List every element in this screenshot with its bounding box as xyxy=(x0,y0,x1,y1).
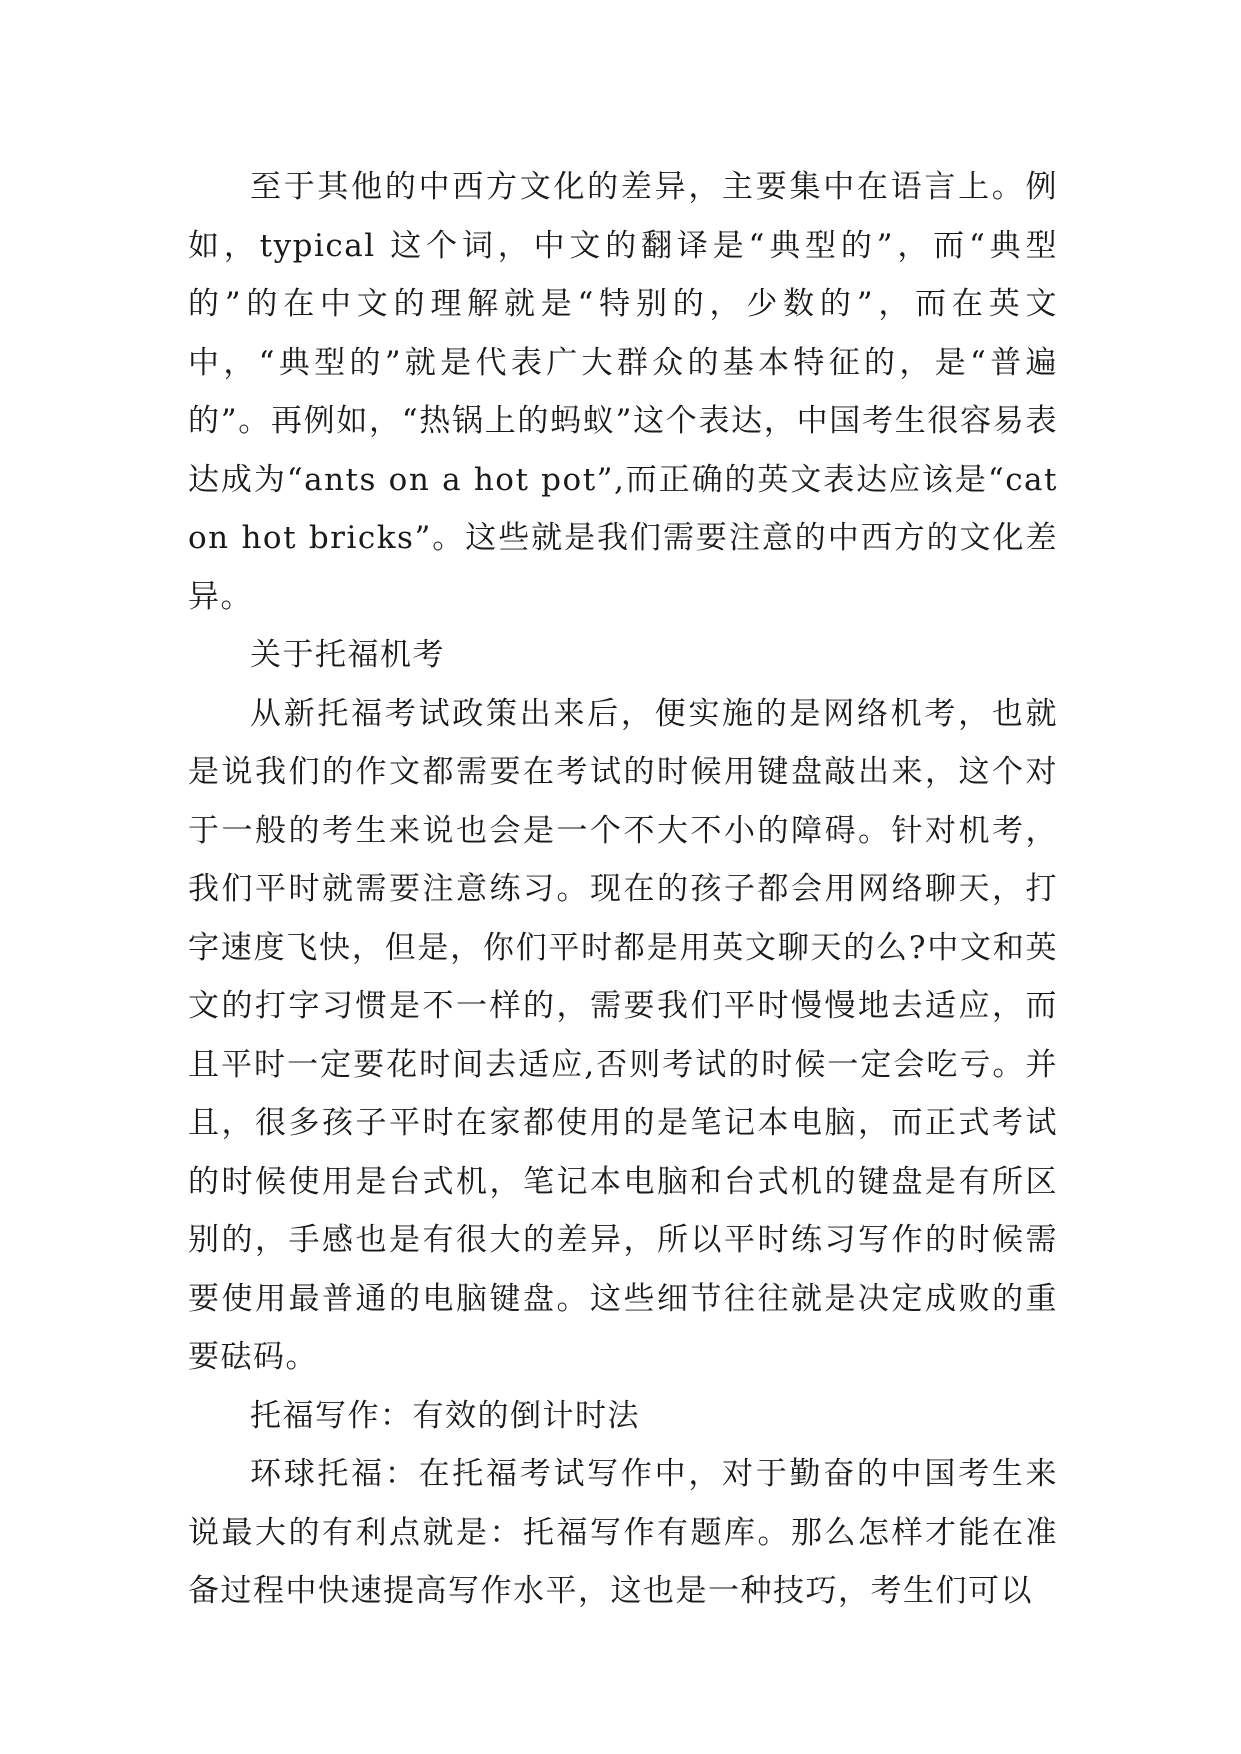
paragraph-question-bank: 环球托福：在托福考试写作中，对于勤奋的中国考生来说最大的有利点就是：托福写作有题库。那么怎样才能在准备过程中快速提高写作水平，这也是一种技巧，考生们可以 xyxy=(188,1456,1058,1609)
document-body xyxy=(188,158,1058,1621)
paragraph-cultural-differences: 至于其他的中西方文化的差异，主要集中在语言上。例如，typical 这个词，中文的翻译是“典型的”，而“典型的”的在中文的理解就是“特别的，少数的”，而在英文中，“典型的”就是代表广大群众的基本特征的，是“普遍的”。再例如，“热锅上的蚂蚁”这个表达，中国考生很容易表达成为“ants on a hot pot”,而正确的英文表达应该是“cat on hot bricks”。这些就是我们需要注意的中西方的文化差异。 xyxy=(188,169,1058,615)
section-heading-computer-test: 关于托福机考 xyxy=(250,637,445,673)
section-heading-countdown-method: 托福写作：有效的倒计时法 xyxy=(250,1397,640,1434)
paragraph-computer-test: 从新托福考试政策出来后，便实施的是网络机考，也就是说我们的作文都需要在考试的时候用键盘敲出来，这个对于一般的考生来说也会是一个不大不小的障碍。针对机考，我们平时就需要注意练习。现在的孩子都会用网络聊天，打字速度飞快，但是，你们平时都是用英文聊天的么?中文和英文的打字习惯是不一样的，需要我们平时慢慢地去适应，而且平时一定要花时间去适应,否则考试的时候一定会吃亏。并且，很多孩子平时在家都使用的是笔记本电脑，而正式考试的时候使用是台式机，笔记本电脑和台式机的键盘是有所区别的，手感也是有很大的差异，所以平时练习写作的时候需要使用最普通的电脑键盘。这些细节往往就是决定成败的重要砝码。 xyxy=(188,695,1058,1375)
